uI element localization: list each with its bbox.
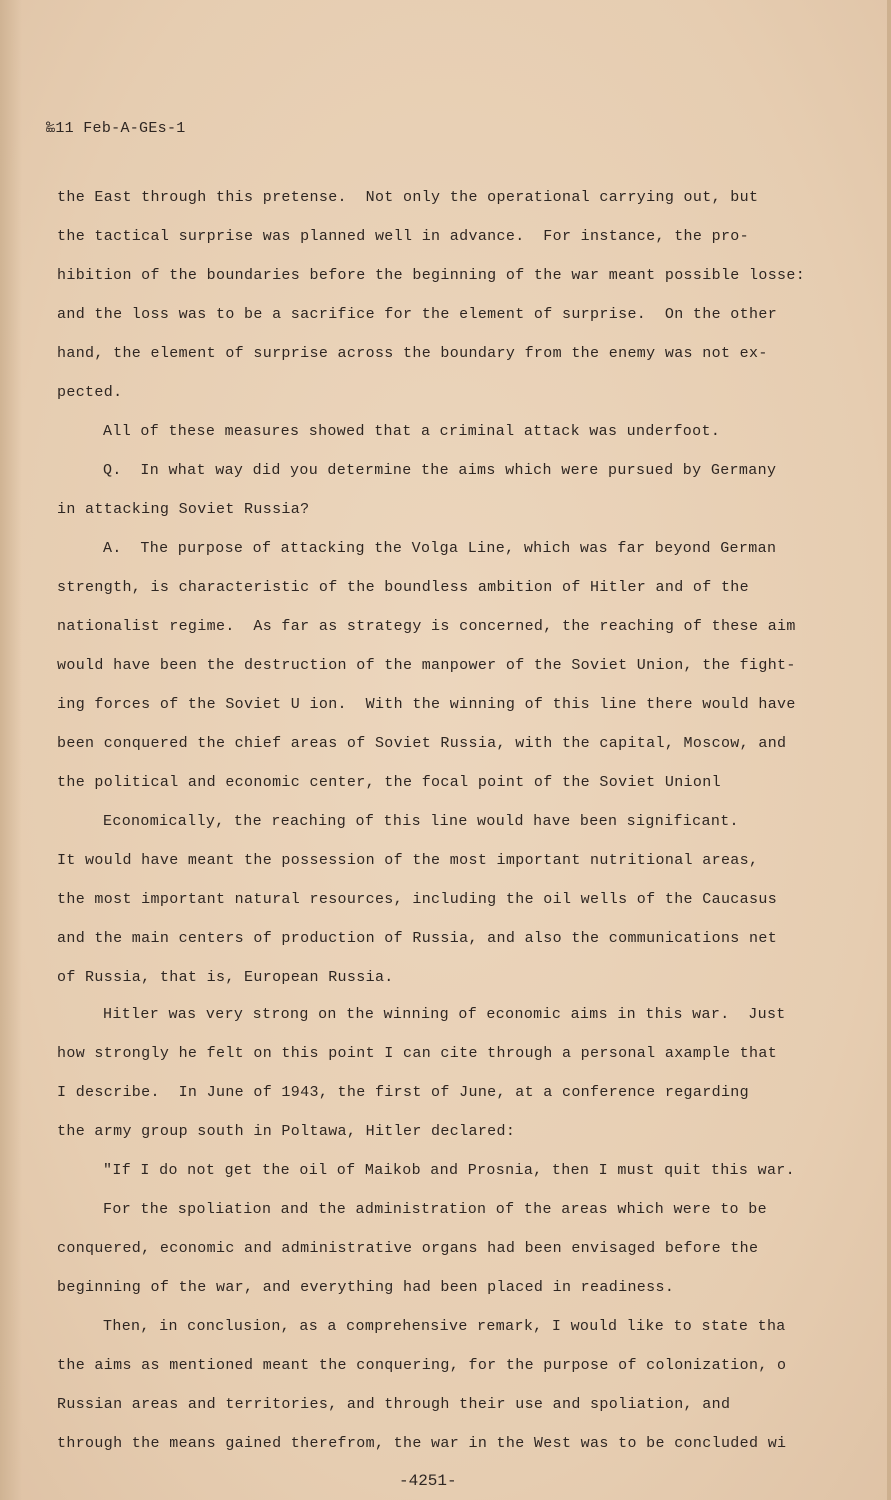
text-line: hand, the element of surprise across the boundary from the enemy was not ex- xyxy=(57,345,768,362)
text-line: the political and economic center, the focal point of the Soviet Unionl xyxy=(57,774,721,791)
text-line: the army group south in Poltawa, Hitler declared: xyxy=(57,1123,516,1140)
text-line: and the loss was to be a sacrifice for the element of surprise. On the other xyxy=(57,306,778,323)
text-line: how strongly he felt on this point I can cite through a personal axample that xyxy=(57,1045,778,1062)
text-line: conquered, economic and administrative organs had been envisaged before the xyxy=(57,1240,759,1257)
text-line: in attacking Soviet Russia? xyxy=(57,501,310,518)
text-line: beginning of the war, and everything had been placed in readiness. xyxy=(57,1279,675,1296)
text-line: hibition of the boundaries before the beginning of the war meant possible losse: xyxy=(57,267,806,284)
text-line: through the means gained therefrom, the war in the West was to be concluded wi xyxy=(57,1435,787,1452)
text-line: Russian areas and territories, and through their use and spoliation, and xyxy=(57,1396,731,1413)
text-line: the East through this pretense. Not only the operational carrying out, but xyxy=(57,189,759,206)
text-line: A. The purpose of attacking the Volga Line, which was far beyond German xyxy=(103,540,777,557)
text-line: For the spoliation and the administration of the areas which were to be xyxy=(103,1201,767,1218)
document-header: ‱11 Feb-A-GEs-1 xyxy=(46,120,186,137)
text-line: of Russia, that is, European Russia. xyxy=(57,969,394,986)
text-line: It would have meant the possession of the most important nutritional areas, xyxy=(57,852,759,869)
paper-edge-right xyxy=(887,0,891,1500)
page-number: -4251- xyxy=(399,1472,457,1490)
text-line: nationalist regime. As far as strategy is concerned, the reaching of these aim xyxy=(57,618,796,635)
text-line: would have been the destruction of the manpower of the Soviet Union, the fight- xyxy=(57,657,796,674)
text-line: pected. xyxy=(57,384,123,401)
text-line: and the main centers of production of Russia, and also the communications net xyxy=(57,930,778,947)
text-line: the tactical surprise was planned well in advance. For instance, the pro- xyxy=(57,228,750,245)
text-line: been conquered the chief areas of Soviet Russia, with the capital, Moscow, and xyxy=(57,735,787,752)
paper-edge-shadow xyxy=(0,0,22,1500)
text-line: I describe. In June of 1943, the first of June, at a conference regarding xyxy=(57,1084,750,1101)
text-line: Q. In what way did you determine the aims which were pursued by Germany xyxy=(103,462,777,479)
text-line: Economically, the reaching of this line would have been significant. xyxy=(103,813,739,830)
text-line: All of these measures showed that a criminal attack was underfoot. xyxy=(103,423,721,440)
text-line: the aims as mentioned meant the conquering, for the purpose of colonization, o xyxy=(57,1357,787,1374)
text-line: strength, is characteristic of the boundless ambition of Hitler and of the xyxy=(57,579,750,596)
text-line: ing forces of the Soviet U ion. With the winning of this line there would have xyxy=(57,696,796,713)
text-line: the most important natural resources, including the oil wells of the Caucasus xyxy=(57,891,778,908)
text-line: Then, in conclusion, as a comprehensive remark, I would like to state tha xyxy=(103,1318,786,1335)
text-line: "If I do not get the oil of Maikob and Prosnia, then I must quit this war. xyxy=(103,1162,796,1179)
text-line: Hitler was very strong on the winning of economic aims in this war. Just xyxy=(103,1006,786,1023)
